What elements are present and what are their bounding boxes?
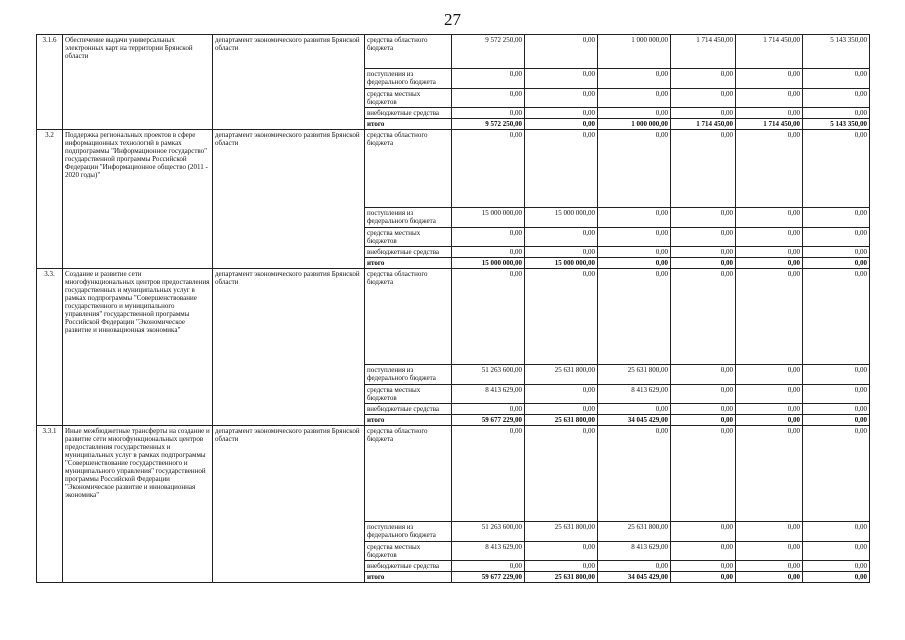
- amount-cell: 0,00: [525, 35, 598, 69]
- amount-cell: 0,00: [671, 365, 736, 385]
- amount-cell: 0,00: [525, 119, 598, 130]
- amount-cell: 0,00: [736, 415, 803, 426]
- item-executor: департамент экономического развития Брянской области: [213, 130, 365, 269]
- amount-cell: 0,00: [736, 561, 803, 572]
- amount-cell: 8 413 629,00: [452, 542, 525, 561]
- amount-cell: 0,00: [598, 404, 671, 415]
- amount-cell: 0,00: [803, 269, 870, 365]
- amount-cell: 51 263 600,00: [452, 365, 525, 385]
- amount-cell: 0,00: [598, 258, 671, 269]
- amount-cell: 1 714 450,00: [671, 35, 736, 69]
- amount-cell: 15 000 000,00: [525, 208, 598, 228]
- table-body: [37, 35, 870, 583]
- amount-cell: 1 714 450,00: [671, 119, 736, 130]
- funding-source: поступления из федерального бюджета: [365, 365, 452, 385]
- amount-cell: 0,00: [671, 69, 736, 89]
- amount-cell: 0,00: [525, 108, 598, 119]
- amount-cell: 0,00: [452, 269, 525, 365]
- table-row: [37, 269, 870, 365]
- amount-cell: 8 413 629,00: [452, 385, 525, 404]
- amount-cell: 0,00: [598, 426, 671, 522]
- amount-cell: 0,00: [525, 385, 598, 404]
- amount-cell: 0,00: [598, 269, 671, 365]
- amount-cell: 0,00: [736, 542, 803, 561]
- amount-cell: 0,00: [598, 228, 671, 247]
- amount-cell: 0,00: [598, 89, 671, 108]
- amount-cell: 0,00: [525, 561, 598, 572]
- amount-cell: 0,00: [803, 108, 870, 119]
- amount-cell: 0,00: [736, 522, 803, 542]
- amount-cell: 0,00: [736, 385, 803, 404]
- amount-cell: 0,00: [598, 561, 671, 572]
- amount-cell: 0,00: [736, 69, 803, 89]
- item-code: 3.3.1: [37, 426, 63, 583]
- amount-cell: 0,00: [671, 385, 736, 404]
- item-name: Обеспечение выдачи универсальных электронных карт на территории Брянской области: [63, 35, 213, 130]
- amount-cell: 0,00: [525, 269, 598, 365]
- amount-cell: 0,00: [671, 258, 736, 269]
- amount-cell: 59 677 229,00: [452, 572, 525, 583]
- amount-cell: 0,00: [803, 365, 870, 385]
- funding-source: поступления из федерального бюджета: [365, 208, 452, 228]
- amount-cell: 0,00: [671, 108, 736, 119]
- amount-cell: 15 000 000,00: [452, 208, 525, 228]
- amount-cell: 59 677 229,00: [452, 415, 525, 426]
- amount-cell: 0,00: [671, 561, 736, 572]
- item-code: 3.3.: [37, 269, 63, 426]
- amount-cell: 8 413 629,00: [598, 385, 671, 404]
- funding-source: средства областного бюджета: [365, 269, 452, 365]
- amount-cell: 0,00: [452, 89, 525, 108]
- amount-cell: 1 000 000,00: [598, 119, 671, 130]
- amount-cell: 0,00: [525, 228, 598, 247]
- amount-cell: 0,00: [736, 365, 803, 385]
- amount-cell: 0,00: [525, 404, 598, 415]
- amount-cell: 0,00: [671, 247, 736, 258]
- amount-cell: 0,00: [803, 522, 870, 542]
- amount-cell: 0,00: [671, 228, 736, 247]
- amount-cell: 0,00: [803, 130, 870, 208]
- amount-cell: 0,00: [671, 208, 736, 228]
- amount-cell: 0,00: [671, 130, 736, 208]
- funding-source: внебюджетные средства: [365, 561, 452, 572]
- amount-cell: 0,00: [598, 208, 671, 228]
- amount-cell: 0,00: [452, 108, 525, 119]
- amount-cell: 0,00: [736, 426, 803, 522]
- item-name: Иные межбюджетные трансферты на создание и развитие сети многофункциональных центров предоставления государственных и муниципальных услуг в рамках подпрограммы "Совершенствование государственного и муниципального управления" государственной программы Российской Федерации "Экономическое развитие и инновационная экономика": [63, 426, 213, 583]
- amount-cell: 1 714 450,00: [736, 119, 803, 130]
- amount-cell: 25 631 800,00: [598, 365, 671, 385]
- funding-source: поступления из федерального бюджета: [365, 69, 452, 89]
- amount-cell: 0,00: [452, 69, 525, 89]
- page-number: 27: [444, 10, 461, 29]
- amount-cell: 0,00: [736, 108, 803, 119]
- amount-cell: 0,00: [803, 572, 870, 583]
- amount-cell: 8 413 629,00: [598, 542, 671, 561]
- item-code: 3.2: [37, 130, 63, 269]
- amount-cell: 0,00: [452, 561, 525, 572]
- amount-cell: 0,00: [598, 108, 671, 119]
- amount-cell: 0,00: [736, 572, 803, 583]
- amount-cell: 0,00: [452, 404, 525, 415]
- amount-cell: 0,00: [671, 522, 736, 542]
- amount-cell: 0,00: [736, 208, 803, 228]
- funding-source: итого: [365, 119, 452, 130]
- funding-source: внебюджетные средства: [365, 404, 452, 415]
- amount-cell: 0,00: [736, 89, 803, 108]
- amount-cell: 0,00: [671, 572, 736, 583]
- amount-cell: 25 631 800,00: [525, 365, 598, 385]
- funding-source: средства местных бюджетов: [365, 385, 452, 404]
- table-row: [37, 130, 870, 208]
- amount-cell: 0,00: [525, 426, 598, 522]
- amount-cell: 9 572 250,00: [452, 119, 525, 130]
- table-row: [37, 426, 870, 522]
- amount-cell: 0,00: [671, 89, 736, 108]
- table-row: [37, 35, 870, 69]
- amount-cell: 5 143 350,00: [803, 119, 870, 130]
- amount-cell: 25 631 800,00: [525, 415, 598, 426]
- amount-cell: 0,00: [803, 385, 870, 404]
- amount-cell: 9 572 250,00: [452, 35, 525, 69]
- item-code: 3.1.6: [37, 35, 63, 130]
- funding-source: средства областного бюджета: [365, 130, 452, 208]
- item-name: Создание и развитие сети многофункциональных центров предоставления государственных и муниципальных услуг в рамках подпрограммы "Совершенствование государственного и муниципального управления" государственной программы Российской Федерации "Экономическое развитие и инновационная экономика": [63, 269, 213, 426]
- amount-cell: 0,00: [736, 404, 803, 415]
- amount-cell: 0,00: [452, 228, 525, 247]
- amount-cell: 1 000 000,00: [598, 35, 671, 69]
- amount-cell: 0,00: [736, 130, 803, 208]
- amount-cell: 51 263 600,00: [452, 522, 525, 542]
- amount-cell: 15 000 000,00: [452, 258, 525, 269]
- amount-cell: 34 045 429,00: [598, 415, 671, 426]
- funding-source: средства областного бюджета: [365, 426, 452, 522]
- item-executor: департамент экономического развития Брянской области: [213, 269, 365, 426]
- amount-cell: 0,00: [452, 426, 525, 522]
- amount-cell: 25 631 800,00: [598, 522, 671, 542]
- item-executor: департамент экономического развития Брянской области: [213, 35, 365, 130]
- amount-cell: 0,00: [736, 269, 803, 365]
- amount-cell: 0,00: [671, 404, 736, 415]
- amount-cell: 0,00: [803, 208, 870, 228]
- amount-cell: 0,00: [525, 247, 598, 258]
- funding-source: итого: [365, 415, 452, 426]
- funding-source: средства местных бюджетов: [365, 228, 452, 247]
- funding-source: поступления из федерального бюджета: [365, 522, 452, 542]
- amount-cell: 0,00: [598, 69, 671, 89]
- amount-cell: 15 000 000,00: [525, 258, 598, 269]
- amount-cell: 0,00: [736, 228, 803, 247]
- amount-cell: 0,00: [671, 542, 736, 561]
- amount-cell: 1 714 450,00: [736, 35, 803, 69]
- amount-cell: 0,00: [803, 426, 870, 522]
- amount-cell: 0,00: [803, 542, 870, 561]
- amount-cell: 0,00: [598, 130, 671, 208]
- amount-cell: 25 631 800,00: [525, 572, 598, 583]
- amount-cell: 0,00: [803, 258, 870, 269]
- funding-source: внебюджетные средства: [365, 108, 452, 119]
- amount-cell: 0,00: [671, 426, 736, 522]
- amount-cell: 0,00: [803, 404, 870, 415]
- amount-cell: 0,00: [736, 247, 803, 258]
- amount-cell: 0,00: [671, 269, 736, 365]
- funding-source: итого: [365, 258, 452, 269]
- amount-cell: 25 631 800,00: [525, 522, 598, 542]
- amount-cell: 0,00: [598, 247, 671, 258]
- budget-table: [36, 34, 870, 583]
- amount-cell: 0,00: [803, 415, 870, 426]
- amount-cell: 0,00: [803, 247, 870, 258]
- funding-source: средства областного бюджета: [365, 35, 452, 69]
- amount-cell: 0,00: [452, 247, 525, 258]
- amount-cell: 0,00: [525, 89, 598, 108]
- amount-cell: 0,00: [803, 89, 870, 108]
- amount-cell: 0,00: [803, 69, 870, 89]
- funding-source: средства местных бюджетов: [365, 542, 452, 561]
- amount-cell: 0,00: [452, 130, 525, 208]
- item-executor: департамент экономического развития Брянской области: [213, 426, 365, 583]
- item-name: Поддержка региональных проектов в сфере информационных технологий в рамках подпрограммы "Информационное государство" государственной программы Российской Федерации "Информационное общество (2011 - 2020 годы)": [63, 130, 213, 269]
- amount-cell: 0,00: [525, 130, 598, 208]
- amount-cell: 0,00: [803, 228, 870, 247]
- amount-cell: 0,00: [525, 69, 598, 89]
- amount-cell: 0,00: [671, 415, 736, 426]
- amount-cell: 0,00: [736, 258, 803, 269]
- funding-source: итого: [365, 572, 452, 583]
- funding-source: средства местных бюджетов: [365, 89, 452, 108]
- amount-cell: 5 143 350,00: [803, 35, 870, 69]
- amount-cell: 0,00: [803, 561, 870, 572]
- funding-source: внебюджетные средства: [365, 247, 452, 258]
- amount-cell: 0,00: [525, 542, 598, 561]
- amount-cell: 34 045 429,00: [598, 572, 671, 583]
